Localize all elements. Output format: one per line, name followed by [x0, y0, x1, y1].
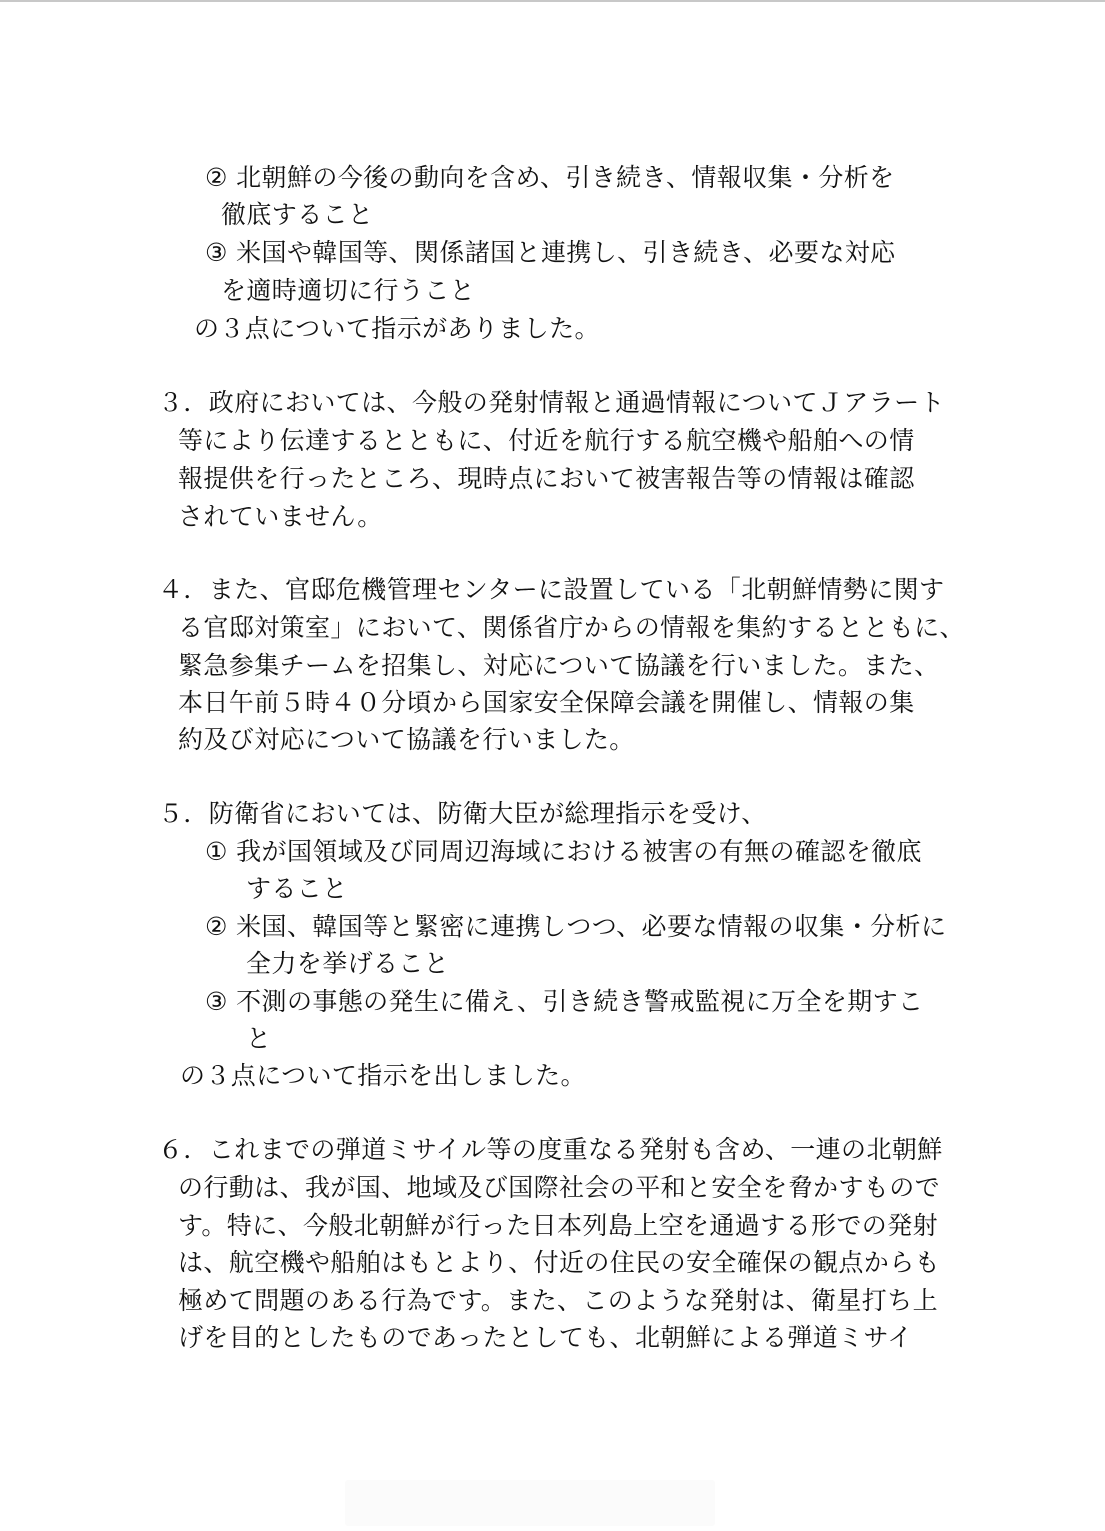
section-5-closing: の３点について指示を出しました。: [180, 1061, 586, 1090]
section-4-line-1: ４．また、官邸危機管理センターに設置している「北朝鮮情勢に関す: [158, 575, 945, 604]
section-5-item-2-line-1: ② 米国、韓国等と緊密に連携しつつ、必要な情報の収集・分析に: [205, 912, 947, 941]
item-2-line-1: ② 北朝鮮の今後の動向を含め、引き続き、情報収集・分析を: [205, 163, 895, 192]
section-4-line-2: る官邸対策室」において、関係省庁からの情報を集約するとともに、: [178, 613, 965, 642]
section-6-line-1: ６．これまでの弾道ミサイル等の度重なる発射も含め、一連の北朝鮮: [158, 1135, 943, 1164]
section-3-line-2: 等により伝達するとともに、付近を航行する航空機や船舶への情: [178, 426, 915, 455]
section-6-line-6: げを目的としたものであったとしても、北朝鮮による弾道ミサイ: [178, 1323, 913, 1352]
section-6-line-5: 極めて問題のある行為です。また、このような発射は、衛星打ち上: [178, 1286, 939, 1315]
section-5-item-3-line-2: と: [246, 1024, 272, 1053]
section-4-line-3: 緊急参集チームを招集し、対応について協議を行いました。また、: [178, 651, 940, 680]
section-5-line-1: ５．防衛省においては、防衛大臣が総理指示を受け、: [158, 799, 767, 828]
section-3-line-4: されていません。: [178, 502, 383, 531]
section-3-line-1: ３．政府においては、今般の発射情報と通過情報についてＪアラート: [158, 388, 945, 417]
page-top-border: [0, 0, 1105, 2]
section-6-line-2: の行動は、我が国、地域及び国際社会の平和と安全を脅かすもので: [178, 1173, 941, 1202]
section-3-line-3: 報提供を行ったところ、現時点において被害報告等の情報は確認: [178, 464, 915, 493]
section-4-line-5: 約及び対応について協議を行いました。: [178, 725, 635, 754]
section-6-line-3: す。特に、今般北朝鮮が行った日本列島上空を通過する形での発射: [178, 1211, 939, 1240]
section-5-item-3-line-1: ③ 不測の事態の発生に備え、引き続き警戒監視に万全を期すこ: [205, 987, 924, 1016]
section-5-item-1-line-1: ① 我が国領域及び同周辺海域における被害の有無の確認を徹底: [205, 837, 922, 866]
item-2-line-2: 徹底すること: [221, 200, 374, 229]
item-3-line-2: を適時適切に行うこと: [221, 276, 476, 305]
section-5-item-2-line-2: 全力を挙げること: [246, 949, 450, 978]
section-2-closing: の３点について指示がありました。: [194, 314, 600, 343]
section-5-item-1-line-2: すること: [246, 874, 348, 903]
footer-area: [345, 1480, 715, 1526]
section-6-line-4: は、航空機や船舶はもとより、付近の住民の安全確保の観点からも: [178, 1248, 941, 1277]
section-4-line-4: 本日午前５時４０分頃から国家安全保障会議を開催し、情報の集: [178, 688, 915, 717]
item-3-line-1: ③ 米国や韓国等、関係諸国と連携し、引き続き、必要な対応: [205, 238, 896, 267]
